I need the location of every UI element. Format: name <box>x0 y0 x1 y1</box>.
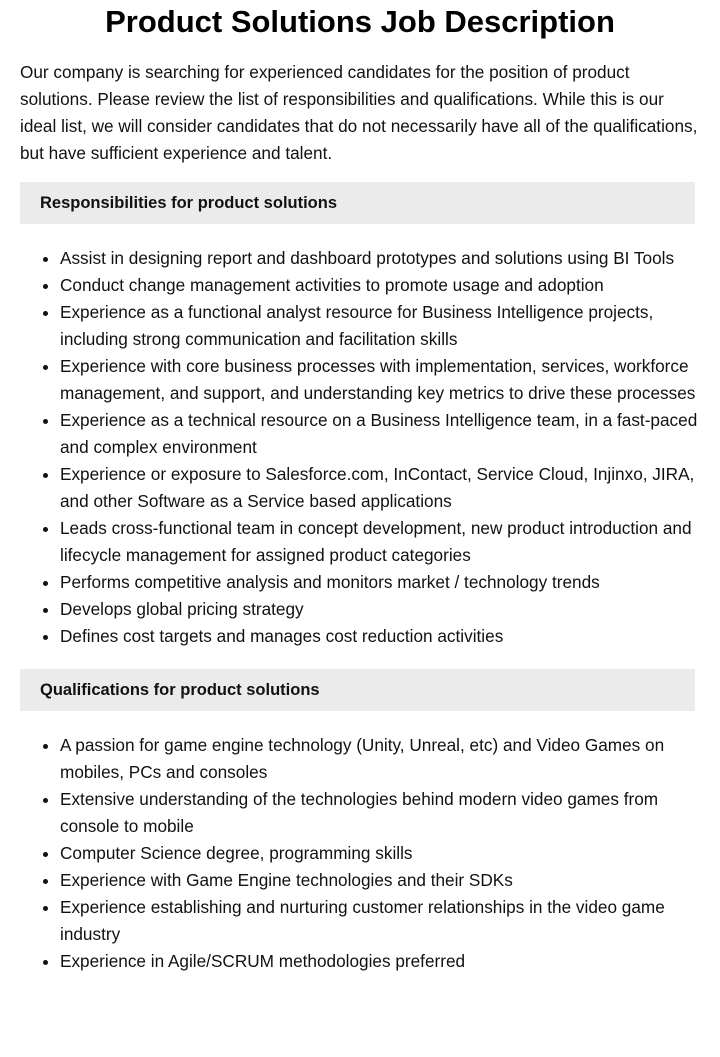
list-item: • Experience establishing and nurturing customer relationships in the video game industry <box>60 894 700 948</box>
list-item: • Experience with core business processes with implementation, services, workforce management, and support, and understanding key metrics to drive these processes <box>60 353 700 407</box>
list-item: • Leads cross-functional team in concept development, new product introduction and lifecycle management for assigned product categories <box>60 515 700 569</box>
list-item: • Assist in designing report and dashboard prototypes and solutions using BI Tools <box>60 245 700 272</box>
list-item: • Experience with Game Engine technologies and their SDKs <box>60 867 700 894</box>
intro-paragraph: Our company is searching for experienced candidates for the position of product solutions. Please review the list of responsibilities and qualifications. While this is our ideal list, we will consider candidates that do not necessarily have all of the qualifications, but have sufficient experience and talent. <box>20 62 698 163</box>
qualifications-heading: Qualifications for product solutions <box>20 669 695 711</box>
responsibilities-list <box>0 245 700 650</box>
responsibilities-heading: Responsibilities for product solutions <box>20 182 695 224</box>
list-item: • Develops global pricing strategy <box>60 596 700 623</box>
qualifications-list <box>0 732 700 975</box>
page-title: Product Solutions Job Description <box>105 4 615 39</box>
list-item: • Conduct change management activities to promote usage and adoption <box>60 272 700 299</box>
list-item: • Extensive understanding of the technologies behind modern video games from console to mobile <box>60 786 700 840</box>
list-item: • Experience as a technical resource on a Business Intelligence team, in a fast-paced and complex environment <box>60 407 700 461</box>
list-item: • Experience in Agile/SCRUM methodologies preferred <box>60 948 700 975</box>
list-item: • Experience as a functional analyst resource for Business Intelligence projects, including strong communication and facilitation skills <box>60 299 700 353</box>
list-item: • A passion for game engine technology (Unity, Unreal, etc) and Video Games on mobiles, PCs and consoles <box>60 732 700 786</box>
list-item: • Computer Science degree, programming skills <box>60 840 700 867</box>
list-item: • Experience or exposure to Salesforce.com, InContact, Service Cloud, Injinxo, JIRA, and other Software as a Service based applications <box>60 461 700 515</box>
list-item: • Defines cost targets and manages cost reduction activities <box>60 623 700 650</box>
list-item: • Performs competitive analysis and monitors market / technology trends <box>60 569 700 596</box>
